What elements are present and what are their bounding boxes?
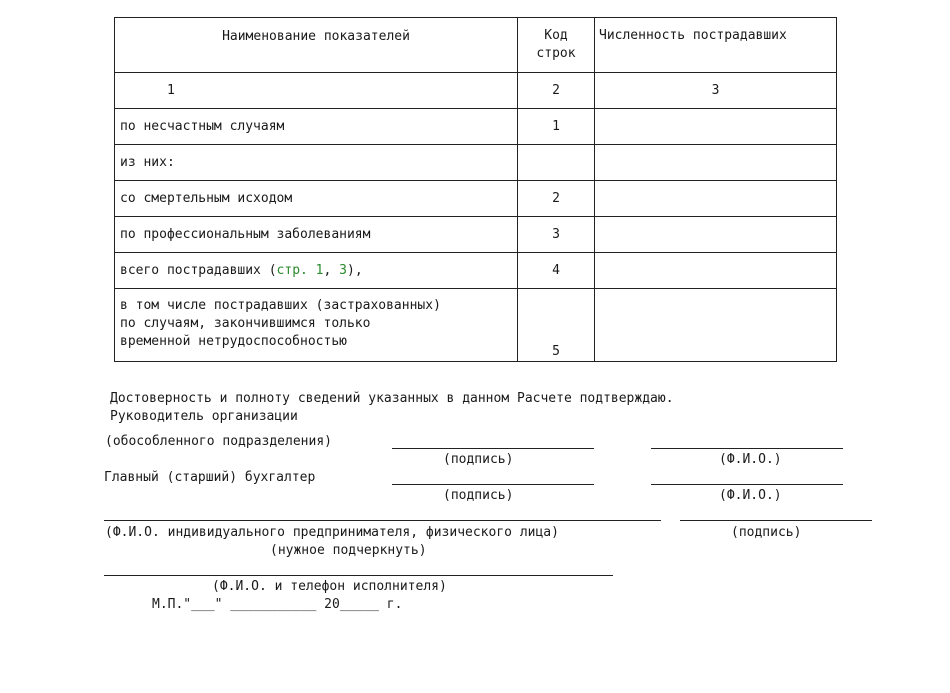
table-header-row: [115, 18, 837, 73]
row-name-total: [115, 253, 518, 289]
row-value-input[interactable]: [595, 289, 837, 362]
row-code: 5: [518, 289, 595, 362]
head-signature-field[interactable]: [392, 448, 594, 449]
row-name: в том числе пострадавших (застрахованных) по случаям, закончившимся только временной нетрудоспособностью: [115, 289, 518, 362]
table-row: [115, 145, 837, 181]
row-value-input[interactable]: [595, 145, 837, 181]
row-name: по несчастным случаям: [115, 109, 518, 145]
table-row: [115, 289, 837, 362]
table-row: [115, 217, 837, 253]
link-row-3[interactable]: 3: [339, 263, 347, 278]
header-row-code: Код строк: [518, 18, 595, 73]
row-value-input[interactable]: [595, 181, 837, 217]
header-indicator-name: Наименование показателей: [115, 18, 518, 73]
accountant-signature-field[interactable]: [392, 484, 594, 485]
header-victims-count: Численность пострадавших: [595, 18, 837, 73]
accountant-signature-caption: (подпись): [443, 488, 514, 503]
row-value-input[interactable]: [595, 217, 837, 253]
row-value-input[interactable]: [595, 109, 837, 145]
entrepreneur-caption: (Ф.И.О. индивидуального предпринимателя, физического лица): [105, 525, 559, 540]
entrepreneur-signature-field[interactable]: [680, 520, 872, 521]
accountant-fio-field[interactable]: [651, 484, 843, 485]
row-code: 2: [518, 181, 595, 217]
entrepreneur-fio-field[interactable]: [104, 520, 661, 521]
branch-label: (обособленного подразделения): [105, 434, 332, 449]
executor-caption: (Ф.И.О. и телефон исполнителя): [212, 579, 447, 594]
head-of-organization-label: Руководитель организации: [110, 409, 298, 424]
row-value-input[interactable]: [595, 253, 837, 289]
row-code: 1: [518, 109, 595, 145]
row-name-prefix: всего пострадавших (: [120, 263, 277, 278]
row-name: из них:: [115, 145, 518, 181]
row-code: [518, 145, 595, 181]
link-row-1[interactable]: стр. 1: [276, 263, 324, 278]
head-fio-caption: (Ф.И.О.): [719, 452, 782, 467]
stamp-date-line: М.П."___" ___________ 20_____ г.: [152, 597, 403, 612]
entrepreneur-signature-caption: (подпись): [731, 525, 802, 540]
row-name: по профессиональным заболеваниям: [115, 217, 518, 253]
head-fio-field[interactable]: [651, 448, 843, 449]
row-name-suffix: ),: [347, 263, 363, 278]
column-number-3: 3: [595, 73, 837, 109]
row-name-separator: ,: [323, 263, 340, 278]
executor-field[interactable]: [104, 575, 613, 576]
table-row: [115, 253, 837, 289]
column-numbers-row: [115, 73, 837, 109]
table-row: [115, 109, 837, 145]
column-number-2: 2: [518, 73, 595, 109]
confirm-statement: Достоверность и полноту сведений указанных в данном Расчете подтверждаю.: [110, 391, 674, 406]
table-row: [115, 181, 837, 217]
column-number-1: 1: [115, 73, 518, 109]
row-code: 3: [518, 217, 595, 253]
accountant-label: Главный (старший) бухгалтер: [104, 470, 316, 485]
row-code: 4: [518, 253, 595, 289]
head-signature-caption: (подпись): [443, 452, 514, 467]
accountant-fio-caption: (Ф.И.О.): [719, 488, 782, 503]
underline-note: (нужное подчеркнуть): [270, 543, 427, 558]
row-name: со смертельным исходом: [115, 181, 518, 217]
report-table: [114, 17, 837, 362]
